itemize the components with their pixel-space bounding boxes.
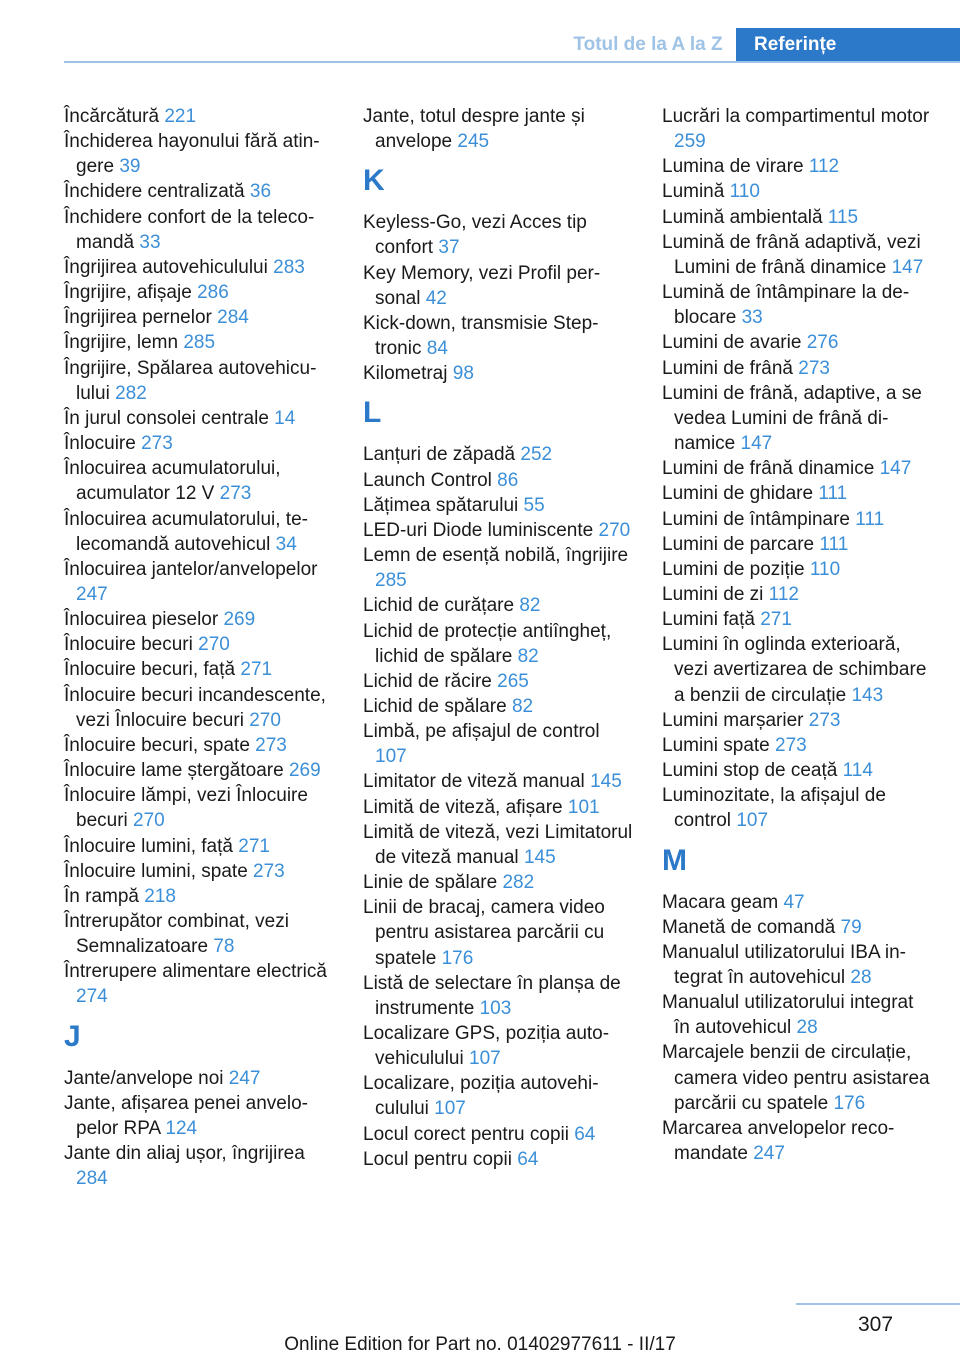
index-entry (363, 870, 635, 895)
index-column-1 (64, 104, 336, 1191)
page-link[interactable]: 259 (674, 131, 706, 153)
page-link[interactable]: 286 (197, 282, 229, 304)
entry-term: Manetă de comandă (662, 916, 836, 938)
entry-term: Locul pentru copii (363, 1148, 512, 1170)
index-entry (64, 129, 336, 179)
index-entry (64, 859, 336, 884)
index-entry (64, 330, 336, 355)
entry-term: Marcajele benzii de circulație, camera video pentru asistarea parcării cu spatele (662, 1042, 930, 1114)
page-link[interactable]: 33 (741, 307, 763, 329)
index-entry (662, 733, 934, 758)
page-link[interactable]: 276 (806, 332, 839, 354)
entry-term: Încărcătură (64, 106, 160, 127)
index-entry (64, 104, 336, 129)
page-link[interactable]: 84 (426, 338, 448, 360)
page-link[interactable]: 34 (275, 533, 297, 555)
page-link[interactable]: 270 (598, 519, 631, 541)
index-entry (363, 795, 635, 820)
page-link[interactable]: 64 (517, 1148, 539, 1170)
entry-term: Lumini marșarier (662, 709, 804, 731)
page-link[interactable]: 283 (273, 256, 305, 278)
entry-term: În rampă (64, 885, 139, 907)
page-link[interactable]: 145 (590, 771, 622, 793)
page-link[interactable]: 273 (219, 483, 252, 505)
entry-term: Înlocuire becuri, față (64, 659, 236, 681)
entry-term: Listă de selectare în planșa de instrumente (363, 972, 621, 1019)
entry-term: Înlocuire lame ștergătoare (64, 760, 284, 782)
index-entry (662, 179, 934, 204)
index-entry (662, 481, 934, 506)
index-entry (363, 1071, 635, 1121)
entry-term: Lumini de ghidare (662, 483, 814, 505)
index-entry (363, 895, 635, 970)
page-link[interactable]: 107 (736, 810, 769, 832)
index-entry (662, 154, 934, 179)
page-link[interactable]: 82 (517, 645, 539, 667)
page-link[interactable]: 39 (119, 156, 141, 178)
index-entry (662, 607, 934, 632)
index-entry (662, 582, 934, 607)
index-entry (363, 769, 635, 794)
page-link[interactable]: 103 (479, 997, 512, 1019)
index-letter-heading: K (363, 164, 385, 198)
page-link[interactable]: 36 (249, 181, 272, 203)
entry-term: Localizare GPS, poziția autovehiculului (363, 1023, 610, 1070)
entry-term: Lumini de poziție (662, 558, 805, 580)
edition-footer: Online Edition for Part no. 01402977611 - II/17 (284, 1334, 676, 1355)
index-entry (363, 468, 635, 493)
index-entry (64, 205, 336, 255)
index-entry (363, 493, 635, 518)
entry-term: Jante, afișarea penei anvelopelor RPA (64, 1092, 308, 1139)
page-link[interactable]: 252 (520, 444, 553, 466)
index-entry (64, 557, 336, 607)
index-entry (64, 758, 336, 783)
page-link[interactable]: 273 (141, 433, 173, 455)
index-entry (64, 733, 336, 758)
page-link[interactable]: 284 (217, 307, 249, 329)
page-link[interactable]: 82 (519, 595, 541, 617)
page-link[interactable]: 37 (438, 237, 460, 259)
entry-term: Lumini de zi (662, 583, 764, 605)
page-link[interactable]: 114 (842, 760, 873, 782)
entry-term: Marcarea anvelopelor recomandate (662, 1117, 895, 1165)
entry-term: Închidere confort de la telecomandă (64, 206, 315, 253)
page-link[interactable]: 28 (796, 1017, 818, 1039)
page-link[interactable]: 265 (497, 670, 529, 692)
index-entry (662, 205, 934, 230)
index-entry (64, 632, 336, 657)
entry-term: Linii de bracaj, camera video pentru asistarea parcării cu spatele (363, 897, 605, 969)
entry-term: Limitator de viteză manual (363, 771, 585, 793)
index-entry (662, 708, 934, 733)
entry-term: Limită de viteză, afișare (363, 796, 563, 818)
index-entry (64, 431, 336, 456)
entry-term: Lichid de răcire (363, 670, 492, 692)
index-entry (363, 971, 635, 1021)
page-link[interactable]: 110 (729, 181, 760, 203)
index-entry (662, 632, 934, 707)
index-entry (662, 1040, 934, 1115)
entry-term: Jante din aliaj ușor, îngrijirea (64, 1143, 305, 1165)
index-entry (662, 532, 934, 557)
entry-term: Jante, totul despre jante și anvelope (363, 106, 585, 153)
index-entry (662, 507, 934, 532)
page-link[interactable]: 284 (76, 1168, 108, 1190)
page-link[interactable]: 64 (574, 1123, 596, 1145)
footer-rule (796, 1303, 960, 1305)
page-link[interactable]: 28 (850, 967, 872, 988)
entry-term: Înlocuire lumini, față (64, 835, 233, 857)
page-link[interactable]: 14 (274, 407, 296, 429)
entry-term: Lumină de întâmpinare la deblocare (662, 282, 910, 329)
page-link[interactable]: 112 (808, 156, 840, 178)
page-link[interactable]: 273 (253, 860, 285, 882)
index-entry (662, 230, 934, 280)
entry-term: Kick-down, transmisie Steptronic (363, 312, 599, 360)
index-entry (64, 607, 336, 632)
header-rule (64, 61, 960, 63)
index-entry (64, 507, 336, 557)
entry-term: Lumini de avarie (662, 332, 802, 354)
entry-term: Îngrijirea pernelor (64, 307, 212, 329)
page-link[interactable]: 147 (891, 256, 924, 278)
entry-term: Înlocuirea jantelor/anvelopelor (64, 558, 318, 580)
entry-term: Înlocuire becuri incandescente, vezi Înlocuire becuri (64, 684, 326, 731)
entry-term: Înlocuire (64, 433, 136, 455)
index-column-3 (662, 104, 934, 1166)
index-entry (363, 820, 635, 870)
page-link[interactable]: 107 (375, 746, 407, 768)
index-entry (363, 261, 635, 311)
entry-term: Lumini față (662, 609, 755, 631)
page-link[interactable]: 55 (523, 494, 545, 516)
entry-term: Îngrijire, Spălarea autovehiculului (64, 357, 317, 404)
entry-term: Lemn de esență nobilă, îngrijire (363, 545, 629, 567)
index-entry (64, 959, 336, 1009)
index-entry (363, 442, 635, 467)
entry-term: Launch Control (363, 469, 492, 491)
index-entry (363, 619, 635, 669)
page-link[interactable]: 245 (457, 131, 490, 153)
index-entry (363, 361, 635, 386)
entry-term: Lumina de virare (662, 156, 804, 178)
entry-term: Macara geam (662, 891, 779, 913)
index-entry (64, 683, 336, 733)
index-entry (662, 915, 934, 940)
entry-term: Localizare, poziția autovehiculului (363, 1073, 599, 1120)
page-link[interactable]: 78 (213, 936, 235, 958)
page-link[interactable]: 274 (76, 986, 108, 1008)
entry-term: Înlocuire lumini, spate (64, 860, 248, 882)
page-link[interactable]: 33 (139, 231, 161, 253)
index-entry (64, 1066, 336, 1091)
page-link[interactable]: 285 (183, 332, 216, 354)
page-link[interactable]: 271 (240, 659, 273, 681)
index-entry (662, 990, 934, 1040)
entry-term: Kilometraj (363, 363, 448, 385)
entry-term: Înlocuirea acumulatorului, telecomandă autovehicul (64, 508, 308, 555)
entry-term: Lichid de protecție antiîngheț, lichid de spălare (363, 620, 612, 667)
page-link[interactable]: 270 (198, 634, 230, 656)
index-entry (363, 1147, 635, 1172)
entry-term: Lumini în oglinda exterioară, vezi avertizarea de schimbare a benzii de circulație (662, 634, 927, 706)
entry-term: Lumină de frână adaptivă, vezi Lumini de frână dinamice (662, 231, 921, 278)
page-link[interactable]: 282 (115, 382, 147, 404)
entry-term: Lumini de frână, adaptive, a se vedea Lumini de frână dinamice (662, 382, 922, 455)
entry-term: Linie de spălare (363, 872, 498, 894)
entry-term: Înlocuirea pieselor (64, 609, 219, 631)
page-link[interactable]: 247 (753, 1143, 785, 1165)
index-entry (64, 179, 336, 204)
index-entry (64, 1141, 336, 1191)
entry-term: Întrerupător combinat, vezi Semnalizatoare (64, 911, 289, 958)
page-link[interactable]: 147 (740, 433, 773, 455)
page-link[interactable]: 147 (879, 458, 912, 480)
index-entry (64, 1091, 336, 1141)
section-title: Totul de la A la Z (573, 34, 723, 55)
index-entry (363, 518, 635, 543)
index-entry (64, 657, 336, 682)
page-link[interactable]: 42 (425, 287, 447, 309)
page-link[interactable]: 111 (818, 483, 848, 505)
index-entry (64, 356, 336, 406)
entry-term: Lumini spate (662, 734, 770, 756)
entry-term: Lichid de curățare (363, 595, 515, 617)
page-link[interactable]: 285 (375, 570, 407, 592)
index-entry (64, 783, 336, 833)
page-link[interactable]: 124 (165, 1117, 198, 1139)
section-tab: Referințe (736, 28, 960, 62)
index-entry (64, 884, 336, 909)
page-link[interactable]: 218 (144, 885, 176, 907)
page-link[interactable]: 86 (497, 469, 519, 491)
page-link[interactable]: 115 (827, 206, 859, 228)
index-letter-heading: J (64, 1019, 81, 1053)
entry-term: Key Memory, vezi Profil personal (363, 262, 601, 309)
index-entry (662, 890, 934, 915)
page-link[interactable]: 143 (851, 684, 884, 706)
entry-term: Locul corect pentru copii (363, 1123, 569, 1145)
index-entry (662, 557, 934, 582)
index-entry (363, 694, 635, 719)
entry-term: Manualul utilizatorului IBA integrat în autovehicul (662, 941, 906, 988)
index-entry (662, 330, 934, 355)
index-entry (64, 909, 336, 959)
page-link[interactable]: 271 (760, 609, 792, 631)
entry-term: Limită de viteză, vezi Limitatorul de viteză manual (363, 821, 633, 868)
index-entry (64, 255, 336, 280)
index-entry (363, 719, 635, 769)
page-link[interactable]: 79 (840, 916, 862, 938)
index-entry (662, 381, 934, 456)
page-link[interactable]: 247 (228, 1067, 261, 1089)
page-link[interactable]: 112 (768, 583, 799, 605)
index-entry (662, 1116, 934, 1166)
index-entry (64, 456, 336, 506)
entry-term: Lumină ambientală (662, 206, 823, 228)
page-link[interactable]: 270 (133, 810, 165, 832)
entry-term: În jurul consolei centrale (64, 407, 269, 429)
entry-term: Înlocuire lămpi, vezi Înlocuire becuri (64, 785, 308, 832)
entry-term: Lățimea spătarului (363, 494, 519, 516)
index-entry (662, 104, 934, 154)
entry-term: Jante/anvelope noi (64, 1067, 224, 1089)
entry-term: Lumini de întâmpinare (662, 508, 850, 530)
index-entry (662, 356, 934, 381)
index-entry (662, 758, 934, 783)
page-link[interactable]: 269 (223, 609, 256, 631)
page-link[interactable]: 273 (255, 734, 287, 756)
entry-term: Îngrijire, lemn (64, 332, 179, 354)
index-entry (64, 406, 336, 431)
page-link[interactable]: 176 (833, 1092, 866, 1114)
entry-term: Înlocuire becuri (64, 634, 193, 656)
entry-term: Înlocuirea acumulatorului, acumulator 12 V (64, 458, 281, 505)
index-entry (363, 104, 635, 154)
index-column-2 (363, 104, 635, 1172)
page-link[interactable]: 110 (809, 558, 841, 580)
page-link[interactable]: 111 (855, 508, 885, 530)
entry-term: Keyless-Go, vezi Acces tip confort (363, 212, 587, 259)
entry-term: Lumini de parcare (662, 533, 815, 555)
page-link[interactable]: 273 (798, 357, 830, 379)
index-entry (64, 834, 336, 859)
entry-term: Închidere centralizată (64, 181, 245, 203)
page-header (0, 28, 960, 62)
entry-term: Întrerupere alimentare electrică (64, 961, 327, 983)
page-link[interactable]: 269 (288, 760, 321, 782)
entry-term: Îngrijirea autovehiculului (64, 256, 268, 278)
index-entry (363, 210, 635, 260)
page-link[interactable]: 145 (523, 846, 556, 868)
index-entry (363, 543, 635, 593)
page-link[interactable]: 47 (783, 891, 805, 913)
entry-term: Lumini de frână dinamice (662, 458, 875, 480)
entry-term: Lucrări la compartimentul motor (662, 106, 930, 127)
index-letter-heading: M (662, 843, 687, 877)
page-link[interactable]: 273 (808, 709, 841, 731)
entry-term: Manualul utilizatorului integrat în autovehicul (662, 992, 914, 1039)
entry-term: Lumini de frână (662, 357, 793, 379)
entry-term: LED-uri Diode luminiscente (363, 519, 594, 541)
page-number: 307 (858, 1313, 894, 1336)
page-link[interactable]: 107 (469, 1048, 501, 1070)
index-letter-heading: L (363, 396, 382, 430)
index-entry (662, 783, 934, 833)
entry-term: Înlocuire becuri, spate (64, 734, 250, 756)
index-entry (64, 305, 336, 330)
page-link[interactable]: 82 (511, 695, 534, 717)
index-entry (363, 593, 635, 618)
index-entry (64, 280, 336, 305)
entry-term: Lumină (662, 181, 725, 203)
page-link[interactable]: 270 (249, 709, 281, 731)
page-link[interactable]: 176 (441, 947, 474, 969)
page-link[interactable]: 273 (775, 734, 807, 756)
entry-term: Limbă, pe afișajul de control (363, 721, 600, 743)
page-link[interactable]: 111 (819, 533, 849, 555)
entry-term: Luminozitate, la afișajul de control (662, 785, 886, 832)
page-link[interactable]: 101 (567, 796, 600, 818)
entry-term: Lumini stop de ceață (662, 760, 838, 782)
page-link[interactable]: 271 (238, 835, 270, 857)
index-entry (363, 1122, 635, 1147)
page-link[interactable]: 247 (76, 583, 108, 605)
entry-term: Lanțuri de zăpadă (363, 444, 516, 466)
page-link[interactable]: 107 (434, 1098, 466, 1120)
index-entry (363, 669, 635, 694)
page-link[interactable]: 282 (502, 872, 535, 894)
entry-term: Lichid de spălare (363, 695, 507, 717)
index-entry (363, 1021, 635, 1071)
index-entry (363, 311, 635, 361)
index-entry (662, 456, 934, 481)
index-entry (662, 280, 934, 330)
page-link[interactable]: 221 (164, 106, 197, 127)
entry-term: Îngrijire, afișaje (64, 282, 192, 304)
index-entry (662, 940, 934, 990)
page-link[interactable]: 98 (452, 363, 474, 385)
entry-term: Închiderea hayonului fără atingere (64, 131, 320, 178)
